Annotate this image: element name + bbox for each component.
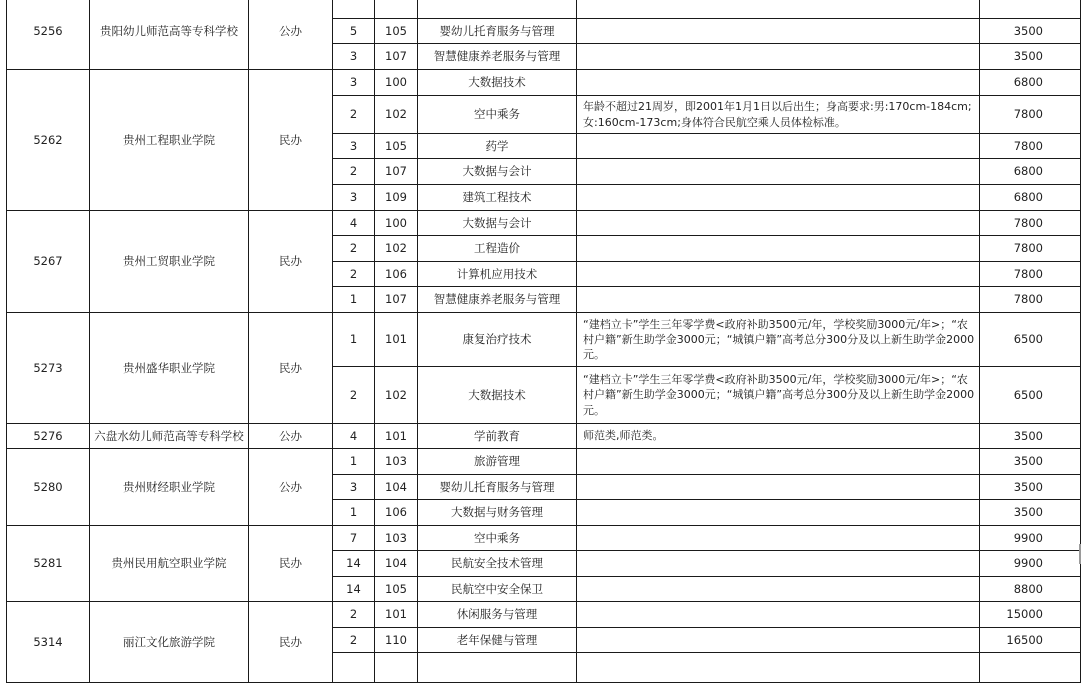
major-name-cell: 智慧健康养老服务与管理 <box>418 287 577 313</box>
tuition-cell: 3500 <box>980 424 1081 449</box>
school-code-cell: 5273 <box>7 313 90 424</box>
remark-cell: 师范类,师范类。 <box>577 424 980 449</box>
major-name-cell: 大数据与会计 <box>418 159 577 185</box>
remark-cell <box>577 449 980 475</box>
remark-cell: 年龄不超过21周岁，即2001年1月1日以后出生；身高要求:男:170cm-184cm;女:160cm-173cm;身体符合民航空乘人员体检标准。 <box>577 96 980 134</box>
school-code-cell: 5280 <box>7 449 90 526</box>
major-name-cell: 婴幼儿托育服务与管理 <box>418 475 577 500</box>
remark-cell <box>577 500 980 526</box>
plan-count-cell: 7 <box>333 526 375 551</box>
major-code-cell: 102 <box>375 236 418 262</box>
plan-count-cell: 1 <box>333 313 375 367</box>
major-name-cell: 旅游管理 <box>418 449 577 475</box>
table-body <box>7 0 1081 683</box>
major-code-cell: 105 <box>375 577 418 602</box>
major-code-cell: 101 <box>375 602 418 628</box>
plan-count-cell: 3 <box>333 44 375 70</box>
school-name-cell: 贵州工程职业学院 <box>90 70 249 211</box>
school-name-cell: 贵阳幼儿师范高等专科学校 <box>90 0 249 70</box>
school-name-cell: 贵州财经职业学院 <box>90 449 249 526</box>
major-code-cell <box>375 0 418 19</box>
school-name-cell: 贵州民用航空职业学院 <box>90 526 249 602</box>
table-row <box>7 211 1081 236</box>
tuition-cell <box>980 0 1081 19</box>
plan-count-cell <box>333 0 375 19</box>
plan-count-cell: 5 <box>333 19 375 44</box>
tuition-cell <box>980 653 1081 683</box>
major-name-cell: 计算机应用技术 <box>418 262 577 287</box>
plan-count-cell: 3 <box>333 475 375 500</box>
remark-cell: “建档立卡”学生三年零学费<政府补助3500元/年，学校奖励3000元/年>；“农村户籍”新生助学金3000元；“城镇户籍”高考总分300分及以上新生助学金2000元。 <box>577 367 980 424</box>
plan-count-cell: 1 <box>333 449 375 475</box>
major-code-cell: 109 <box>375 185 418 211</box>
tuition-cell: 3500 <box>980 44 1081 70</box>
table-row <box>7 602 1081 628</box>
enrollment-plan-table <box>6 0 1081 683</box>
major-name-cell: 工程造价 <box>418 236 577 262</box>
school-name-cell: 贵州工贸职业学院 <box>90 211 249 313</box>
school-type-cell: 民办 <box>249 526 333 602</box>
remark-cell <box>577 526 980 551</box>
remark-cell <box>577 551 980 577</box>
major-code-cell: 103 <box>375 449 418 475</box>
major-name-cell: 婴幼儿托育服务与管理 <box>418 19 577 44</box>
plan-count-cell: 4 <box>333 424 375 449</box>
school-code-cell: 5267 <box>7 211 90 313</box>
tuition-cell: 6800 <box>980 70 1081 96</box>
tuition-cell: 7800 <box>980 287 1081 313</box>
tuition-cell: 7800 <box>980 96 1081 134</box>
plan-count-cell: 2 <box>333 236 375 262</box>
major-code-cell: 105 <box>375 19 418 44</box>
remark-cell <box>577 628 980 653</box>
tuition-cell: 6500 <box>980 313 1081 367</box>
tuition-cell: 3500 <box>980 19 1081 44</box>
school-type-cell: 公办 <box>249 0 333 70</box>
major-code-cell: 101 <box>375 313 418 367</box>
major-name-cell: 智慧健康养老服务与管理 <box>418 44 577 70</box>
major-code-cell: 106 <box>375 500 418 526</box>
tuition-cell: 7800 <box>980 134 1081 159</box>
school-code-cell: 5276 <box>7 424 90 449</box>
major-code-cell: 103 <box>375 526 418 551</box>
major-code-cell: 107 <box>375 44 418 70</box>
major-code-cell <box>375 653 418 683</box>
tuition-cell: 7800 <box>980 211 1081 236</box>
major-code-cell: 104 <box>375 475 418 500</box>
major-code-cell: 100 <box>375 70 418 96</box>
remark-cell <box>577 44 980 70</box>
school-name-cell: 丽江文化旅游学院 <box>90 602 249 683</box>
major-name-cell: 学前教育 <box>418 424 577 449</box>
tuition-cell: 3500 <box>980 449 1081 475</box>
table-row <box>7 526 1081 551</box>
table-row <box>7 313 1081 367</box>
school-type-cell: 公办 <box>249 424 333 449</box>
school-code-cell: 5262 <box>7 70 90 211</box>
major-name-cell <box>418 653 577 683</box>
major-code-cell: 102 <box>375 367 418 424</box>
remark-cell <box>577 287 980 313</box>
remark-cell <box>577 236 980 262</box>
tuition-cell: 3500 <box>980 500 1081 526</box>
major-name-cell: 空中乘务 <box>418 526 577 551</box>
remark-cell <box>577 134 980 159</box>
remark-cell <box>577 211 980 236</box>
major-name-cell: 大数据与财务管理 <box>418 500 577 526</box>
school-code-cell: 5281 <box>7 526 90 602</box>
tuition-cell: 7800 <box>980 236 1081 262</box>
tuition-cell: 8800 <box>980 577 1081 602</box>
major-code-cell: 101 <box>375 424 418 449</box>
tuition-cell: 6800 <box>980 185 1081 211</box>
table-row <box>7 0 1081 19</box>
plan-count-cell: 4 <box>333 211 375 236</box>
major-code-cell: 104 <box>375 551 418 577</box>
major-name-cell <box>418 0 577 19</box>
major-code-cell: 107 <box>375 287 418 313</box>
plan-count-cell: 1 <box>333 287 375 313</box>
major-code-cell: 107 <box>375 159 418 185</box>
major-name-cell: 大数据与会计 <box>418 211 577 236</box>
tuition-cell: 7800 <box>980 262 1081 287</box>
major-name-cell: 建筑工程技术 <box>418 185 577 211</box>
remark-cell <box>577 0 980 19</box>
major-name-cell: 康复治疗技术 <box>418 313 577 367</box>
remark-cell <box>577 185 980 211</box>
tuition-cell: 15000 <box>980 602 1081 628</box>
remark-cell <box>577 475 980 500</box>
tuition-cell: 9900 <box>980 526 1081 551</box>
major-code-cell: 106 <box>375 262 418 287</box>
remark-cell <box>577 653 980 683</box>
table-row <box>7 449 1081 475</box>
plan-count-cell: 2 <box>333 367 375 424</box>
major-name-cell: 民航空中安全保卫 <box>418 577 577 602</box>
school-type-cell: 民办 <box>249 313 333 424</box>
major-name-cell: 药学 <box>418 134 577 159</box>
plan-count-cell: 2 <box>333 602 375 628</box>
school-code-cell: 5314 <box>7 602 90 683</box>
major-code-cell: 102 <box>375 96 418 134</box>
remark-cell <box>577 70 980 96</box>
major-name-cell: 大数据技术 <box>418 367 577 424</box>
school-type-cell: 民办 <box>249 70 333 211</box>
table-row <box>7 70 1081 96</box>
remark-cell <box>577 19 980 44</box>
remark-cell <box>577 577 980 602</box>
plan-count-cell: 1 <box>333 500 375 526</box>
major-name-cell: 空中乘务 <box>418 96 577 134</box>
school-code-cell: 5256 <box>7 0 90 70</box>
plan-count-cell: 14 <box>333 577 375 602</box>
tuition-cell: 3500 <box>980 475 1081 500</box>
plan-count-cell: 2 <box>333 262 375 287</box>
remark-cell <box>577 159 980 185</box>
major-code-cell: 100 <box>375 211 418 236</box>
plan-count-cell: 3 <box>333 70 375 96</box>
school-name-cell: 六盘水幼儿师范高等专科学校 <box>90 424 249 449</box>
major-code-cell: 110 <box>375 628 418 653</box>
major-name-cell: 大数据技术 <box>418 70 577 96</box>
plan-count-cell: 2 <box>333 159 375 185</box>
tuition-cell: 9900 <box>980 551 1081 577</box>
major-name-cell: 休闲服务与管理 <box>418 602 577 628</box>
plan-count-cell: 2 <box>333 628 375 653</box>
tuition-cell: 6500 <box>980 367 1081 424</box>
school-type-cell: 民办 <box>249 211 333 313</box>
remark-cell: “建档立卡”学生三年零学费<政府补助3500元/年，学校奖励3000元/年>；“农村户籍”新生助学金3000元；“城镇户籍”高考总分300分及以上新生助学金2000元。 <box>577 313 980 367</box>
tuition-cell: 16500 <box>980 628 1081 653</box>
remark-cell <box>577 262 980 287</box>
plan-count-cell <box>333 653 375 683</box>
remark-cell <box>577 602 980 628</box>
plan-count-cell: 3 <box>333 185 375 211</box>
plan-count-cell: 14 <box>333 551 375 577</box>
plan-count-cell: 2 <box>333 96 375 134</box>
major-code-cell: 105 <box>375 134 418 159</box>
school-type-cell: 公办 <box>249 449 333 526</box>
school-name-cell: 贵州盛华职业学院 <box>90 313 249 424</box>
school-type-cell: 民办 <box>249 602 333 683</box>
tuition-cell: 6800 <box>980 159 1081 185</box>
major-name-cell: 老年保健与管理 <box>418 628 577 653</box>
table-row <box>7 424 1081 449</box>
major-name-cell: 民航安全技术管理 <box>418 551 577 577</box>
plan-count-cell: 3 <box>333 134 375 159</box>
